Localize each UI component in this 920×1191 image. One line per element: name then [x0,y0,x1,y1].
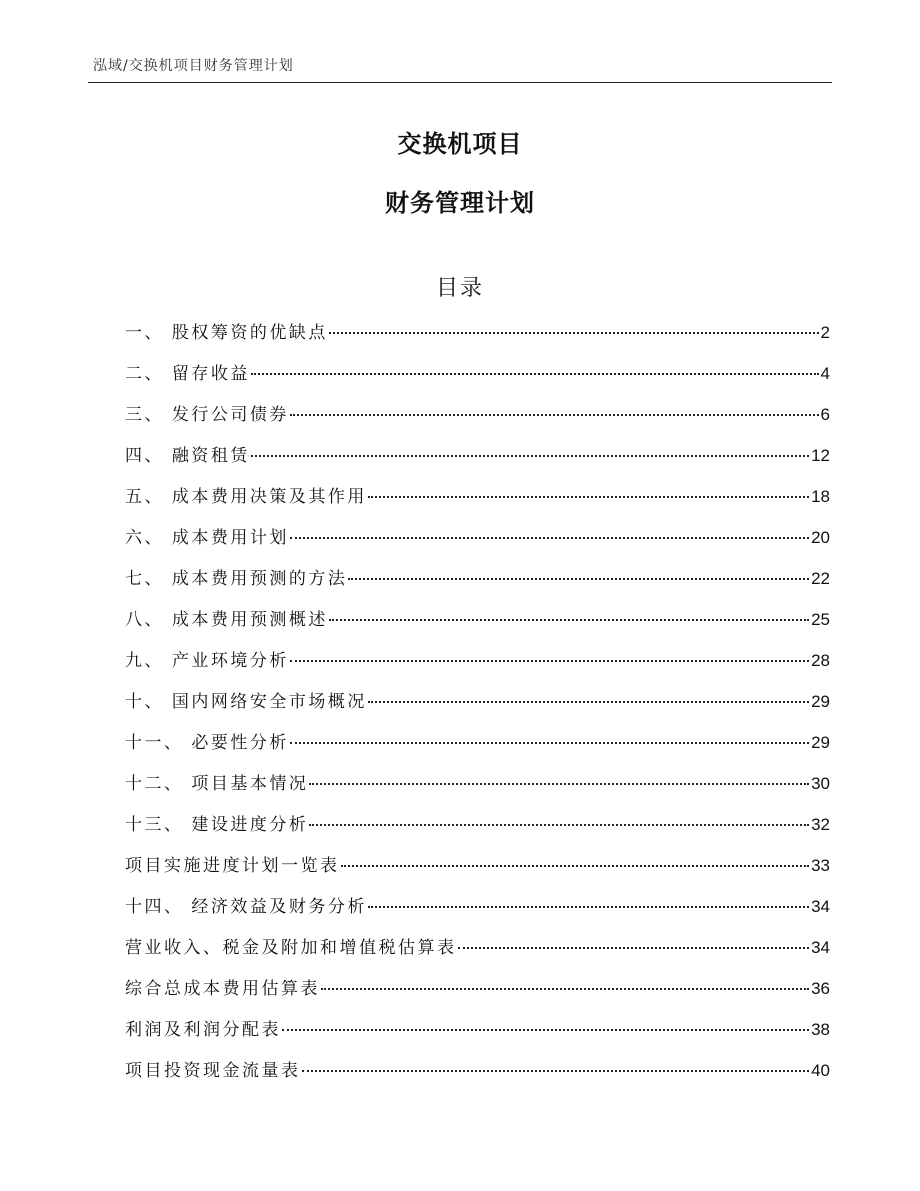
toc-entry[interactable] [125,1056,830,1097]
toc-leader-dots [290,537,809,539]
document-title: 交换机项目 [397,130,523,158]
running-header: 泓域/交换机项目财务管理计划 [93,58,294,74]
toc-leader-dots [348,578,809,580]
toc-leader-dots [282,1029,809,1031]
toc-heading: 目录 [435,276,484,301]
toc-entry-page: 20 [811,528,830,547]
toc-entry[interactable] [125,687,830,728]
toc-leader-dots [302,1070,810,1072]
toc-entry[interactable] [125,605,830,646]
toc-entry[interactable] [125,851,830,892]
toc-entry[interactable] [125,769,830,810]
toc-entry-label: 八、 成本费用预测概述 [125,610,328,630]
toc-entry-page: 18 [811,487,830,506]
toc-entry[interactable] [125,441,830,482]
toc-leader-dots [251,373,819,375]
toc-entry-label: 三、 发行公司债券 [125,405,289,425]
toc-entry[interactable] [125,564,830,605]
header-divider [88,82,832,83]
toc-entry[interactable] [125,933,830,974]
toc-leader-dots [458,947,810,949]
toc-entry[interactable] [125,523,830,564]
toc-entry[interactable] [125,482,830,523]
toc-entry-page: 28 [811,651,830,670]
toc-entry-page: 2 [820,323,830,342]
toc-entry[interactable] [125,1015,830,1056]
toc-entry-page: 36 [811,979,830,998]
toc-entry-label: 六、 成本费用计划 [125,528,289,548]
toc-entry-label: 十、 国内网络安全市场概况 [125,692,367,712]
toc-entry-label: 五、 成本费用决策及其作用 [125,487,367,507]
toc-entry-label: 项目投资现金流量表 [125,1061,301,1081]
toc-leader-dots [251,455,809,457]
toc-leader-dots [309,824,809,826]
toc-entry[interactable] [125,359,830,400]
toc-entry-page: 40 [811,1061,830,1080]
toc-entry[interactable] [125,318,830,359]
toc-entry-page: 33 [811,856,830,875]
toc-entry-label: 十三、 建设进度分析 [125,815,309,835]
table-of-contents [125,318,830,1097]
toc-entry-page: 6 [820,405,830,424]
toc-entry[interactable] [125,400,830,441]
toc-entry[interactable] [125,892,830,933]
toc-entry-page: 25 [811,610,830,629]
toc-entry[interactable] [125,646,830,687]
toc-entry-page: 22 [811,569,830,588]
toc-leader-dots [341,865,810,867]
document-subtitle: 财务管理计划 [385,189,535,217]
toc-leader-dots [368,906,809,908]
toc-entry[interactable] [125,728,830,769]
toc-leader-dots [329,332,819,334]
toc-entry[interactable] [125,974,830,1015]
toc-entry-label: 四、 融资租赁 [125,446,250,466]
toc-entry[interactable] [125,810,830,851]
toc-entry-label: 营业收入、税金及附加和增值税估算表 [125,938,457,958]
toc-leader-dots [329,619,809,621]
toc-entry-page: 34 [811,897,830,916]
toc-leader-dots [290,660,809,662]
toc-leader-dots [368,701,809,703]
toc-entry-page: 29 [811,692,830,711]
toc-leader-dots [290,742,809,744]
toc-entry-label: 一、 股权筹资的优缺点 [125,323,328,343]
toc-entry-label: 综合总成本费用估算表 [125,979,320,999]
toc-leader-dots [309,783,809,785]
toc-entry-label: 十四、 经济效益及财务分析 [125,897,367,917]
toc-leader-dots [290,414,819,416]
toc-leader-dots [368,496,809,498]
toc-entry-label: 九、 产业环境分析 [125,651,289,671]
toc-entry-label: 十一、 必要性分析 [125,733,289,753]
toc-entry-page: 38 [811,1020,830,1039]
toc-entry-page: 4 [820,364,830,383]
toc-entry-page: 32 [811,815,830,834]
toc-entry-label: 利润及利润分配表 [125,1020,281,1040]
toc-leader-dots [321,988,809,990]
toc-entry-label: 七、 成本费用预测的方法 [125,569,348,589]
toc-entry-page: 30 [811,774,830,793]
toc-entry-label: 项目实施进度计划一览表 [125,856,340,876]
toc-entry-label: 二、 留存收益 [125,364,250,384]
toc-entry-page: 34 [811,938,830,957]
toc-entry-label: 十二、 项目基本情况 [125,774,309,794]
toc-entry-page: 29 [811,733,830,752]
toc-entry-page: 12 [811,446,830,465]
